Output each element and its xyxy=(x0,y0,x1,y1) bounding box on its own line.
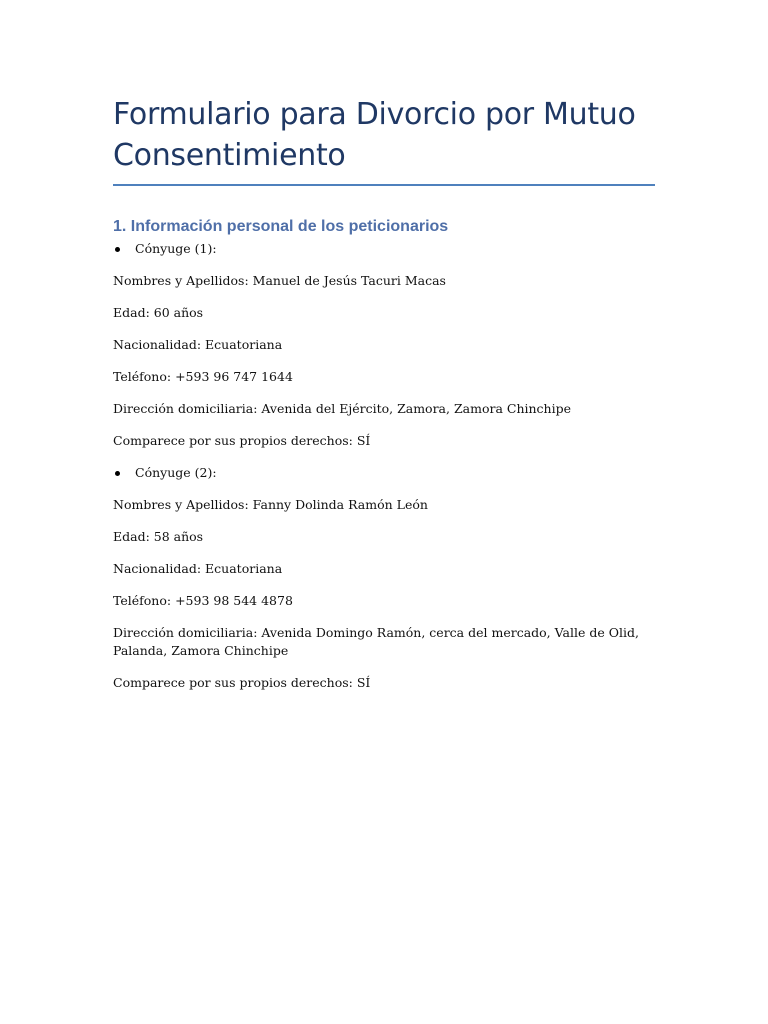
bullet-dot-icon xyxy=(115,247,120,252)
spouse-1-rights: Comparece por sus propios derechos: SÍ xyxy=(113,433,371,448)
spouse-2-names: Nombres y Apellidos: Fanny Dolinda Ramón León xyxy=(113,497,428,512)
spouse-1-nationality: Nacionalidad: Ecuatoriana xyxy=(113,337,283,352)
document-title: Formulario para Divorcio por Mutuo Consentimiento xyxy=(113,94,655,186)
spouse-1-names: Nombres y Apellidos: Manuel de Jesús Tacuri Macas xyxy=(113,273,446,288)
spouse-2-phone: Teléfono: +593 98 544 4878 xyxy=(113,593,293,608)
bullet-spouse-1-label: Cónyuge (1): xyxy=(135,241,217,256)
spouse-2-nationality: Nacionalidad: Ecuatoriana xyxy=(113,561,283,576)
document-page xyxy=(113,94,655,692)
bullet-spouse-2-label: Cónyuge (2): xyxy=(135,465,217,480)
bullet-spouse-2 xyxy=(113,464,655,482)
spouse-2-age: Edad: 58 años xyxy=(113,529,204,544)
section-heading-personal-info: 1. Información personal de los peticionarios xyxy=(113,218,449,235)
spouse-1-address: Dirección domiciliaria: Avenida del Ejército, Zamora, Zamora Chinchipe xyxy=(113,401,571,416)
bullet-spouse-1 xyxy=(113,240,655,258)
spouse-1-phone: Teléfono: +593 96 747 1644 xyxy=(113,369,293,384)
spouse-2-address: Dirección domiciliaria: Avenida Domingo Ramón, cerca del mercado, Valle de Olid, Palanda, Zamora Chinchipe xyxy=(113,625,639,658)
spouse-2-rights: Comparece por sus propios derechos: SÍ xyxy=(113,675,371,690)
spouse-1-age: Edad: 60 años xyxy=(113,305,204,320)
bullet-dot-icon xyxy=(115,471,120,476)
